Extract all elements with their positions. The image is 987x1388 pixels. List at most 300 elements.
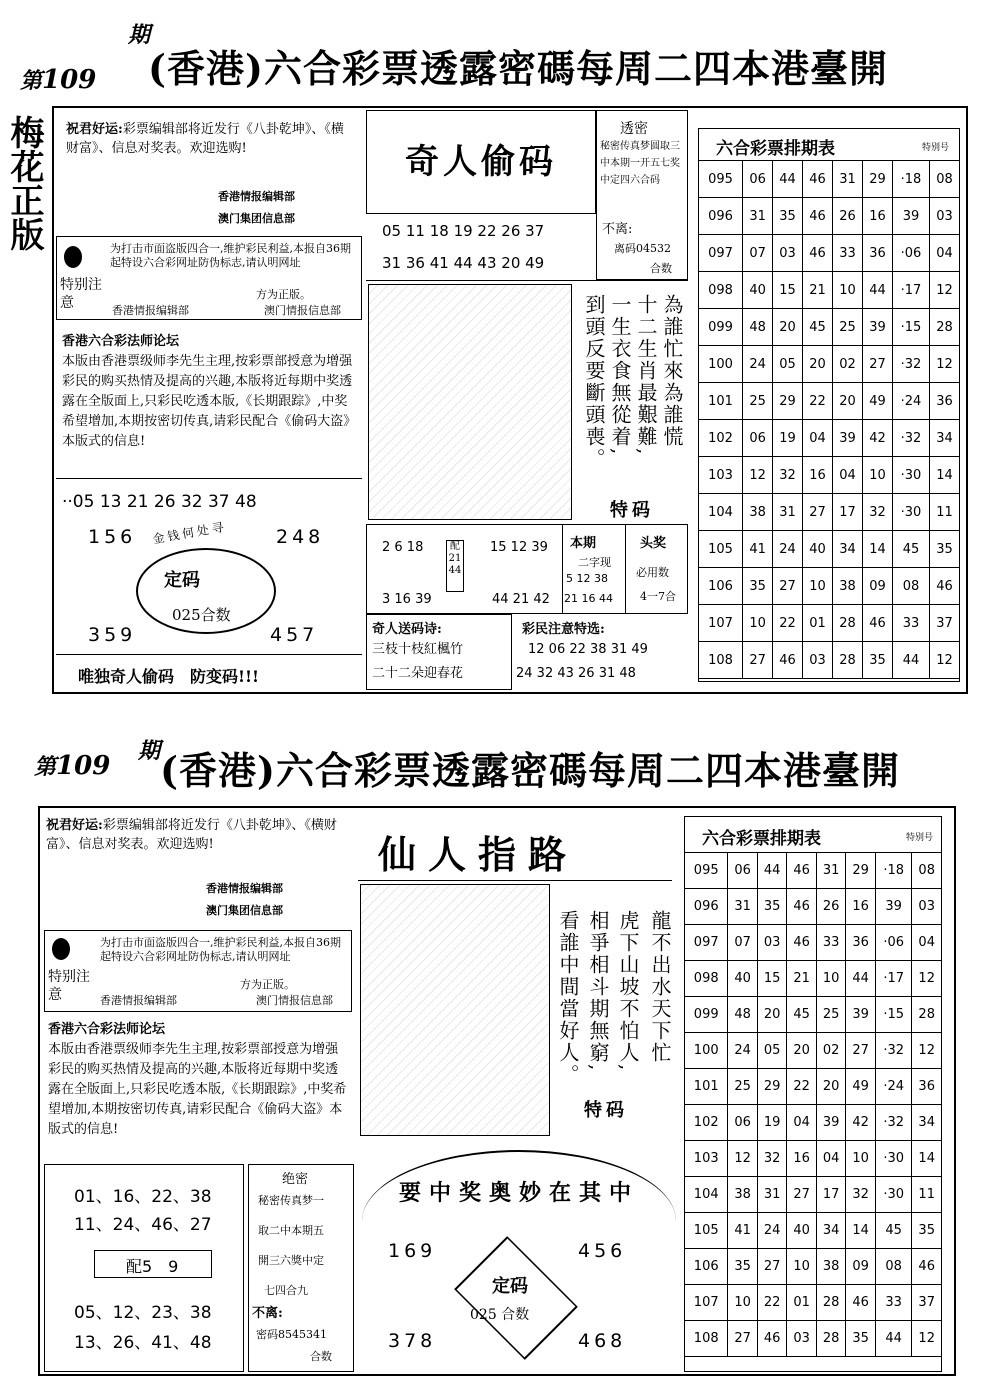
number-cell: 46 <box>803 198 833 235</box>
period-cell: 097 <box>685 925 728 961</box>
jm-line-3: 開三六獎中定 <box>258 1254 324 1267</box>
tm-lima: 离码04532 <box>614 242 671 255</box>
number-cell: 32 <box>773 457 803 494</box>
jm-mima: 密码8545341 <box>256 1328 327 1341</box>
notice-body-bottom: 为打击市面盗版四合一,维护彩民利益,本报自36期起特设六合彩网址防伪标志,请认明网址 <box>100 936 341 963</box>
table-row <box>699 272 960 309</box>
number-cell: 10 <box>803 568 833 605</box>
corner-bl-bottom: 378 <box>388 1330 437 1352</box>
notice-tail-bottom: 方为正版。 <box>240 978 295 991</box>
number-cell: 08 <box>929 161 959 198</box>
number-cell: 10 <box>787 1249 817 1285</box>
table-row <box>699 568 960 605</box>
period-cell: 100 <box>699 346 743 383</box>
number-cell: 44 <box>892 642 929 679</box>
table-row <box>699 346 960 383</box>
number-cell: 04 <box>912 925 942 961</box>
bomb-icon <box>64 246 82 268</box>
notice-label-bottom: 特别注意 <box>48 969 90 1003</box>
number-cell: 32 <box>862 494 892 531</box>
number-cell: 06 <box>743 420 773 457</box>
dingma-top: 定码 <box>164 570 200 591</box>
table-row <box>685 1213 942 1249</box>
mountain-illustration <box>368 284 572 520</box>
number-cell: 35 <box>773 198 803 235</box>
number-cell: 28 <box>833 642 863 679</box>
number-cell: 35 <box>757 889 787 925</box>
number-cell: 46 <box>862 605 892 642</box>
number-cell: 16 <box>846 889 876 925</box>
number-cell: 31 <box>728 889 758 925</box>
notice-sign2-top: 澳门情报信息部 <box>264 304 341 317</box>
poem-line-4-top: 到頭反要斷頭喪。 <box>582 294 606 470</box>
number-cell: 39 <box>816 1105 846 1141</box>
number-cell: 10 <box>743 605 773 642</box>
number-cell: ·24 <box>892 383 929 420</box>
number-cell: 12 <box>929 272 959 309</box>
benqi-n1: 5 12 38 <box>566 572 608 585</box>
period-cell: 095 <box>699 161 743 198</box>
combo-left2: 3 16 39 <box>382 592 432 607</box>
number-cell: 27 <box>787 1177 817 1213</box>
number-cell: 20 <box>816 1069 846 1105</box>
number-cell: 46 <box>787 925 817 961</box>
number-cell: 04 <box>803 420 833 457</box>
number-cell: ·15 <box>875 997 911 1033</box>
number-cell: 27 <box>862 346 892 383</box>
number-cell: 27 <box>728 1321 758 1357</box>
period-cell: 096 <box>699 198 743 235</box>
number-cell: 34 <box>912 1105 942 1141</box>
number-cell: 21 <box>803 272 833 309</box>
number-cell: 28 <box>816 1285 846 1321</box>
number-cell: 28 <box>929 309 959 346</box>
combo-mid: 配 21 44 <box>446 540 464 592</box>
schedule-title-bottom: 六合彩票排期表 <box>702 829 821 849</box>
table-row <box>699 161 960 198</box>
number-cell: 06 <box>728 853 758 889</box>
number-cell: 39 <box>862 309 892 346</box>
number-cell: ·32 <box>875 1033 911 1069</box>
number-cell: 19 <box>757 1105 787 1141</box>
period-cell: 099 <box>699 309 743 346</box>
dingma-bottom: 定码 <box>492 1276 528 1297</box>
number-cell: 06 <box>743 161 773 198</box>
number-cell: 33 <box>833 235 863 272</box>
number-cell: 35 <box>743 568 773 605</box>
table-row <box>685 997 942 1033</box>
number-cell: 12 <box>912 1321 942 1357</box>
number-cell: 35 <box>912 1213 942 1249</box>
number-cell: 35 <box>846 1321 876 1357</box>
number-cell: 01 <box>803 605 833 642</box>
number-cell: 09 <box>846 1249 876 1285</box>
greeting-block-bottom: 祝君好运:彩票编辑部将近发行《八卦乾坤》、《横财富》、信息对奖表。欢迎选购! <box>46 818 337 852</box>
jm-title: 绝密 <box>282 1172 309 1187</box>
number-cell: 45 <box>875 1213 911 1249</box>
number-cell: 36 <box>862 235 892 272</box>
number-cell: ·24 <box>875 1069 911 1105</box>
number-cell: 04 <box>787 1105 817 1141</box>
center-title-bottom: 仙人指路 <box>378 832 579 877</box>
number-cell: 04 <box>833 457 863 494</box>
sign2-top: 澳门集团信息部 <box>218 212 295 225</box>
number-cell: 12 <box>929 346 959 383</box>
number-cell: 32 <box>846 1177 876 1213</box>
schedule-title-top: 六合彩票排期表 <box>716 139 835 159</box>
period-cell: 107 <box>699 605 743 642</box>
headline-bottom: (香港)六合彩票透露密碼每周二四本港臺開 <box>160 748 900 793</box>
table-row <box>699 198 960 235</box>
number-cell: 03 <box>787 1321 817 1357</box>
notice-body-top: 为打击市面盗版四合一,维护彩民利益,本报自36期起特设六合彩网址防伪标志,请认明网址 <box>110 242 351 269</box>
number-cell: 07 <box>728 925 758 961</box>
number-cell: 24 <box>743 346 773 383</box>
number-cell: 41 <box>728 1213 758 1249</box>
number-cell: 29 <box>773 383 803 420</box>
tm-heshu: 合数 <box>650 262 672 275</box>
number-cell: 34 <box>816 1213 846 1249</box>
number-cell: 01 <box>787 1285 817 1321</box>
number-cell: 26 <box>833 198 863 235</box>
number-cell: 25 <box>743 383 773 420</box>
number-cell: 06 <box>728 1105 758 1141</box>
number-cell: 04 <box>929 235 959 272</box>
number-cell: 37 <box>912 1285 942 1321</box>
number-cell: 33 <box>816 925 846 961</box>
number-cell: 29 <box>862 161 892 198</box>
list1-row2: 11、24、46、27 <box>74 1215 212 1235</box>
pei: 配5 9 <box>126 1257 179 1276</box>
list2-row1: 05、12、23、38 <box>74 1303 212 1323</box>
number-cell: 42 <box>846 1105 876 1141</box>
divider <box>56 654 362 656</box>
benqi-n2: 21 16 44 <box>564 592 613 605</box>
number-cell: 45 <box>892 531 929 568</box>
period-cell: 108 <box>685 1321 728 1357</box>
number-cell: 27 <box>757 1249 787 1285</box>
number-cell: ·15 <box>892 309 929 346</box>
center-nums1-top: 05 11 18 19 22 26 37 <box>382 222 545 240</box>
period-cell: 101 <box>699 383 743 420</box>
number-cell: 44 <box>875 1321 911 1357</box>
sign2-bottom: 澳门集团信息部 <box>206 904 283 917</box>
schedule-table-bottom <box>684 852 942 1357</box>
table-row <box>699 420 960 457</box>
number-cell: 33 <box>875 1285 911 1321</box>
issue-number-bottom: 第109 <box>34 751 111 781</box>
number-cell: 07 <box>743 235 773 272</box>
poem2-l2: 二十二朵迎春花 <box>372 666 464 681</box>
notice2-title: 彩民注意特选: <box>522 622 605 637</box>
number-cell: 14 <box>846 1213 876 1249</box>
number-cell: 16 <box>803 457 833 494</box>
table-row <box>699 642 960 679</box>
number-cell: 03 <box>773 235 803 272</box>
greeting-block-top: 祝君好运:彩票编辑部将近发行《八卦乾坤》、《横财富》、信息对奖表。欢迎选购! <box>66 122 344 156</box>
number-cell: 03 <box>803 642 833 679</box>
number-cell: 02 <box>833 346 863 383</box>
period-cell: 105 <box>699 531 743 568</box>
number-cell: 38 <box>728 1177 758 1213</box>
number-cell: ·18 <box>875 853 911 889</box>
table-row <box>685 925 942 961</box>
schedule-tag-bottom: 特别号 <box>906 833 934 843</box>
number-cell: 04 <box>816 1141 846 1177</box>
forum-title-top: 香港六合彩法师论坛 <box>62 334 180 349</box>
number-cell: 14 <box>929 457 959 494</box>
period-cell: 096 <box>685 889 728 925</box>
table-row <box>685 1321 942 1357</box>
number-cell: 12 <box>728 1141 758 1177</box>
tema-bottom: 特码 <box>584 1100 628 1121</box>
divider <box>358 880 672 882</box>
number-cell: 38 <box>743 494 773 531</box>
dingma-sub-top: 025合数 <box>172 606 231 624</box>
number-cell: 34 <box>929 420 959 457</box>
number-cell: 24 <box>773 531 803 568</box>
number-cell: 20 <box>833 383 863 420</box>
jm-buli: 不离: <box>252 1306 283 1321</box>
corner-tr-top: 248 <box>276 526 325 548</box>
number-cell: 26 <box>816 889 846 925</box>
number-cell: ·17 <box>875 961 911 997</box>
number-cell: 38 <box>833 568 863 605</box>
tm-body: 秘密传真梦圆取三中本期一开五七奖中定四六合码 <box>600 141 680 186</box>
period-cell: 107 <box>685 1285 728 1321</box>
number-cell: 09 <box>862 568 892 605</box>
number-cell: ·18 <box>892 161 929 198</box>
jm-line-4: 七四合九 <box>264 1284 308 1297</box>
number-cell: 35 <box>728 1249 758 1285</box>
table-row <box>685 889 942 925</box>
number-cell: 40 <box>728 961 758 997</box>
period-cell: 100 <box>685 1033 728 1069</box>
tm-title: 透密 <box>620 121 648 137</box>
list2-row2: 13、26、41、48 <box>74 1333 212 1353</box>
table-row <box>685 961 942 997</box>
corner-br-top: 457 <box>270 624 319 646</box>
period-cell: 101 <box>685 1069 728 1105</box>
combo-right1: 15 12 39 <box>490 540 548 555</box>
number-cell: 27 <box>773 568 803 605</box>
benqi-title: 本期 <box>570 536 597 551</box>
number-cell: 10 <box>862 457 892 494</box>
number-cell: 46 <box>803 235 833 272</box>
number-cell: ·32 <box>875 1105 911 1141</box>
number-cell: 45 <box>803 309 833 346</box>
number-cell: 11 <box>929 494 959 531</box>
jm-heshu: 合数 <box>310 1350 332 1363</box>
table-row <box>685 1285 942 1321</box>
toujiang-n: 4一7合 <box>640 590 676 603</box>
number-cell: 40 <box>743 272 773 309</box>
number-cell: 08 <box>875 1249 911 1285</box>
period-cell: 098 <box>699 272 743 309</box>
period-cell: 103 <box>685 1141 728 1177</box>
issue-suffix-top: 期 <box>128 22 151 48</box>
table-row <box>699 235 960 272</box>
table-row <box>685 1033 942 1069</box>
dingma-sub-bottom: 025 合数 <box>470 1307 530 1323</box>
number-cell: 44 <box>846 961 876 997</box>
number-cell: 40 <box>803 531 833 568</box>
number-cell: 15 <box>773 272 803 309</box>
tema-top: 特码 <box>610 500 654 521</box>
number-cell: 27 <box>743 642 773 679</box>
forum-body-top: 本版由香港票级师李先生主理,按彩票部授意为增强彩民的购买热情及提高的兴趣,本版将近每期中奖透露在全版面上,只彩民吃透本版,《长期跟踪》,中奖希望增加,本期按密切传真,请彩民配合《偷码大盗》本版式的信息! <box>62 354 357 449</box>
number-cell: 34 <box>833 531 863 568</box>
period-cell: 097 <box>699 235 743 272</box>
number-cell: 24 <box>757 1213 787 1249</box>
headline-top: (香港)六合彩票透露密碼每周二四本港臺開 <box>148 46 888 91</box>
notice-label-top: 特别注意 <box>60 277 102 311</box>
number-cell: 46 <box>846 1285 876 1321</box>
number-cell: 10 <box>728 1285 758 1321</box>
period-cell: 103 <box>699 457 743 494</box>
number-cell: 40 <box>787 1213 817 1249</box>
divider <box>366 280 688 282</box>
number-cell: 17 <box>833 494 863 531</box>
number-cell: ·30 <box>875 1177 911 1213</box>
number-cell: 22 <box>787 1069 817 1105</box>
number-cell: 45 <box>787 997 817 1033</box>
number-cell: 14 <box>862 531 892 568</box>
sage-illustration <box>360 884 550 1136</box>
number-cell: 29 <box>757 1069 787 1105</box>
number-cell: ·32 <box>892 420 929 457</box>
number-cell: ·30 <box>892 457 929 494</box>
issue-number-top: 第109 <box>20 65 97 95</box>
tm-buli: 不离: <box>602 222 633 237</box>
number-cell: 20 <box>773 309 803 346</box>
number-cell: 31 <box>833 161 863 198</box>
benqi-sub: 二字现 <box>578 556 611 569</box>
number-cell: 28 <box>912 997 942 1033</box>
number-cell: 25 <box>816 997 846 1033</box>
schedule-tag-top: 特别号 <box>922 143 950 153</box>
number-cell: 05 <box>773 346 803 383</box>
number-cell: 36 <box>846 925 876 961</box>
schedule-table-top <box>698 160 960 679</box>
number-cell: ·06 <box>892 235 929 272</box>
table-row <box>685 1105 942 1141</box>
slogan-top: 唯独奇人偷码 防变码!!! <box>78 667 260 686</box>
number-cell: 03 <box>929 198 959 235</box>
number-cell: 22 <box>773 605 803 642</box>
poem-line-3-top: 一生衣食無從着, <box>608 294 632 457</box>
issue-suffix-bottom: 期 <box>138 738 161 764</box>
number-cell: 02 <box>816 1033 846 1069</box>
number-cell: 03 <box>912 889 942 925</box>
forum-title-bottom: 香港六合彩法师论坛 <box>48 1022 166 1037</box>
number-cell: 12 <box>743 457 773 494</box>
poem2-title: 奇人送码诗: <box>372 622 442 637</box>
number-cell: 25 <box>833 309 863 346</box>
period-cell: 095 <box>685 853 728 889</box>
number-cell: 48 <box>728 997 758 1033</box>
combo-right2: 44 21 42 <box>492 592 550 607</box>
poem-line-2-top: 十二生肖最艱難, <box>634 294 658 457</box>
number-cell: 05 <box>757 1033 787 1069</box>
number-cell: 42 <box>862 420 892 457</box>
number-cell: 16 <box>862 198 892 235</box>
number-cell: 03 <box>757 925 787 961</box>
number-cell: 16 <box>787 1141 817 1177</box>
number-cell: 46 <box>803 161 833 198</box>
number-cell: 14 <box>912 1141 942 1177</box>
poem2-l1: 三枝十枝紅楓竹 <box>372 642 464 657</box>
number-cell: 12 <box>912 1033 942 1069</box>
period-cell: 099 <box>685 997 728 1033</box>
number-cell: 46 <box>787 889 817 925</box>
number-cell: 49 <box>862 383 892 420</box>
table-row <box>699 383 960 420</box>
number-cell: ·17 <box>892 272 929 309</box>
number-cell: 29 <box>846 853 876 889</box>
notice-tail-top: 方为正版。 <box>256 288 311 301</box>
number-cell: 46 <box>929 568 959 605</box>
period-cell: 108 <box>699 642 743 679</box>
number-cell: 31 <box>743 198 773 235</box>
forum-body-bottom: 本版由香港票级师李先生主理,按彩票部授意为增强彩民的购买热情及提高的兴趣,本版将近每期中奖透露在全版面上,只彩民吃透本版,《长期跟踪》,中奖希望增加,本期按密切传真,请彩民配合《偷码大盗》本版式的信息! <box>48 1042 347 1137</box>
table-row <box>699 309 960 346</box>
number-cell: 11 <box>912 1177 942 1213</box>
center-nums2-top: 31 36 41 44 43 20 49 <box>382 254 545 272</box>
number-cell: 19 <box>773 420 803 457</box>
number-cell: 39 <box>846 997 876 1033</box>
center-title-top: 奇人偷码 <box>405 142 557 182</box>
number-cell: 15 <box>757 961 787 997</box>
notice-sign1-top: 香港情报编辑部 <box>112 304 189 317</box>
number-cell: 20 <box>787 1033 817 1069</box>
period-cell: 106 <box>699 568 743 605</box>
number-cell: 10 <box>846 1141 876 1177</box>
number-cell: ·30 <box>875 1141 911 1177</box>
notice2-l1: 12 06 22 38 31 49 <box>528 642 648 657</box>
notice-sign2-bottom: 澳门情报信息部 <box>256 994 333 1007</box>
number-cell: ·06 <box>875 925 911 961</box>
number-cell: 39 <box>875 889 911 925</box>
number-cell: 36 <box>929 383 959 420</box>
number-cell: 24 <box>728 1033 758 1069</box>
period-cell: 098 <box>685 961 728 997</box>
table-row <box>685 1177 942 1213</box>
number-cell: 31 <box>816 853 846 889</box>
number-cell: ·32 <box>892 346 929 383</box>
side-label: 梅花正版 <box>4 115 44 251</box>
poem-line-1-top: 為誰忙來為誰慌 <box>660 294 684 448</box>
table-row <box>685 1069 942 1105</box>
number-cell: ·30 <box>892 494 929 531</box>
number-cell: 49 <box>846 1069 876 1105</box>
poem-line-3-bottom: 相爭相斗期無窮, <box>586 910 610 1073</box>
notice2-l2: 24 32 43 26 31 48 <box>516 666 636 681</box>
number-cell: 46 <box>787 853 817 889</box>
corner-tl-bottom: 169 <box>388 1240 437 1262</box>
jm-line-2: 取二中本期五 <box>258 1224 324 1237</box>
bomb-icon <box>52 938 70 960</box>
number-cell: 22 <box>757 1285 787 1321</box>
number-cell: 12 <box>912 961 942 997</box>
corner-bl-top: 359 <box>88 624 137 646</box>
number-cell: 17 <box>816 1177 846 1213</box>
ring-text-top: 金钱何处寻 <box>151 519 228 547</box>
nums-row-top: ··05 13 21 26 32 37 48 <box>62 492 257 512</box>
number-cell: 32 <box>757 1141 787 1177</box>
number-cell: 41 <box>743 531 773 568</box>
number-cell: 08 <box>912 853 942 889</box>
